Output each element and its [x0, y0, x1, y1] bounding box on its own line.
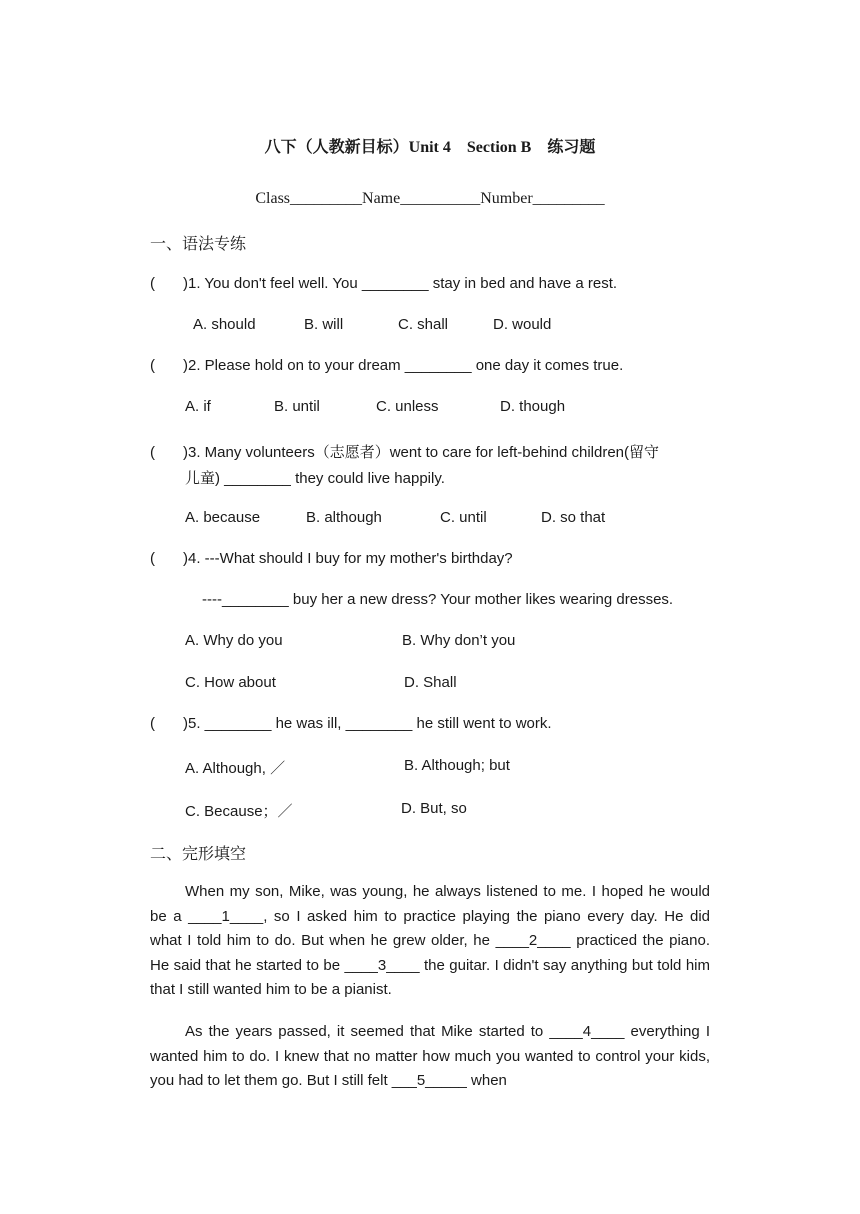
question-2: [150, 357, 623, 374]
option-a: A. Although, ／: [185, 760, 286, 777]
question-4: [150, 550, 513, 567]
option-c: C. unless: [376, 398, 439, 415]
option-b: B. will: [304, 316, 344, 333]
option-d: D. would: [493, 316, 552, 333]
cloze-paragraph-2: [150, 1020, 710, 1094]
question-text: )5. ________ he was ill, ________ he still went to work.: [183, 715, 552, 732]
answer-paren: (: [150, 550, 155, 567]
section-heading-grammar: 一、语法专练: [150, 234, 247, 253]
question-3: [150, 441, 659, 462]
question-text: )1. You don't feel well. You ________ stay in bed and have a rest.: [183, 275, 618, 292]
option-d: D. though: [500, 398, 566, 415]
option-c: C. until: [440, 509, 487, 526]
option-b: B. Although; but: [404, 757, 510, 774]
question-text: )2. Please hold on to your dream ________ one day it comes true.: [183, 357, 624, 374]
option-b: B. Why don’t you: [402, 632, 516, 649]
option-b: B. until: [274, 398, 320, 415]
option-b: B. although: [306, 509, 382, 526]
paragraph-text: As the years passed, it seemed that Mike started to ____4____ everything I wanted him to do. I knew that no matter how much you wanted to control your kids, you had to let them go. But I still felt ___5_____ when: [150, 1023, 710, 1090]
option-a: A. because: [185, 509, 261, 526]
section-heading-cloze: 二、完形填空: [150, 844, 247, 863]
option-a: A. should: [193, 316, 256, 333]
page-title: 八下（人教新目标）Unit 4 Section B 练习题: [264, 139, 596, 156]
answer-paren: (: [150, 715, 155, 732]
option-a: A. if: [185, 398, 211, 415]
question-4-response: ----________ buy her a new dress? Your mother likes wearing dresses.: [202, 591, 674, 608]
question-5: [150, 715, 552, 732]
option-a: A. Why do you: [185, 632, 283, 649]
option-d: D. But, so: [401, 800, 467, 817]
paragraph-text: When my son, Mike, was young, he always listened to me. I hoped he would be a ____1____, so I asked him to practice playing the piano every day. He did what I told him to do. But when he grew older, he ____2____ practiced the piano. He said that he started to be ____3____ the guitar. I didn't say anything but told him that I still wanted him to be a pianist.: [150, 883, 710, 999]
class-name-number-line: Class_________Name__________Number_________: [255, 190, 605, 207]
answer-paren: (: [150, 444, 155, 461]
question-3-continuation: 儿童) ________ they could live happily.: [185, 470, 445, 487]
question-text: )4. ---What should I buy for my mother's birthday?: [183, 550, 513, 567]
question-1: [150, 275, 617, 292]
option-c: C. Because；／: [185, 803, 293, 820]
option-c: C. shall: [398, 316, 449, 333]
answer-paren: (: [150, 357, 155, 374]
answer-paren: (: [150, 275, 155, 292]
option-c: C. How about: [185, 674, 276, 691]
option-d: D. Shall: [404, 674, 457, 691]
option-d: D. so that: [541, 509, 606, 526]
question-text: )3. Many volunteers（志愿者）went to care for left-behind children(留守: [183, 444, 660, 461]
cloze-paragraph-1: [150, 880, 710, 1003]
